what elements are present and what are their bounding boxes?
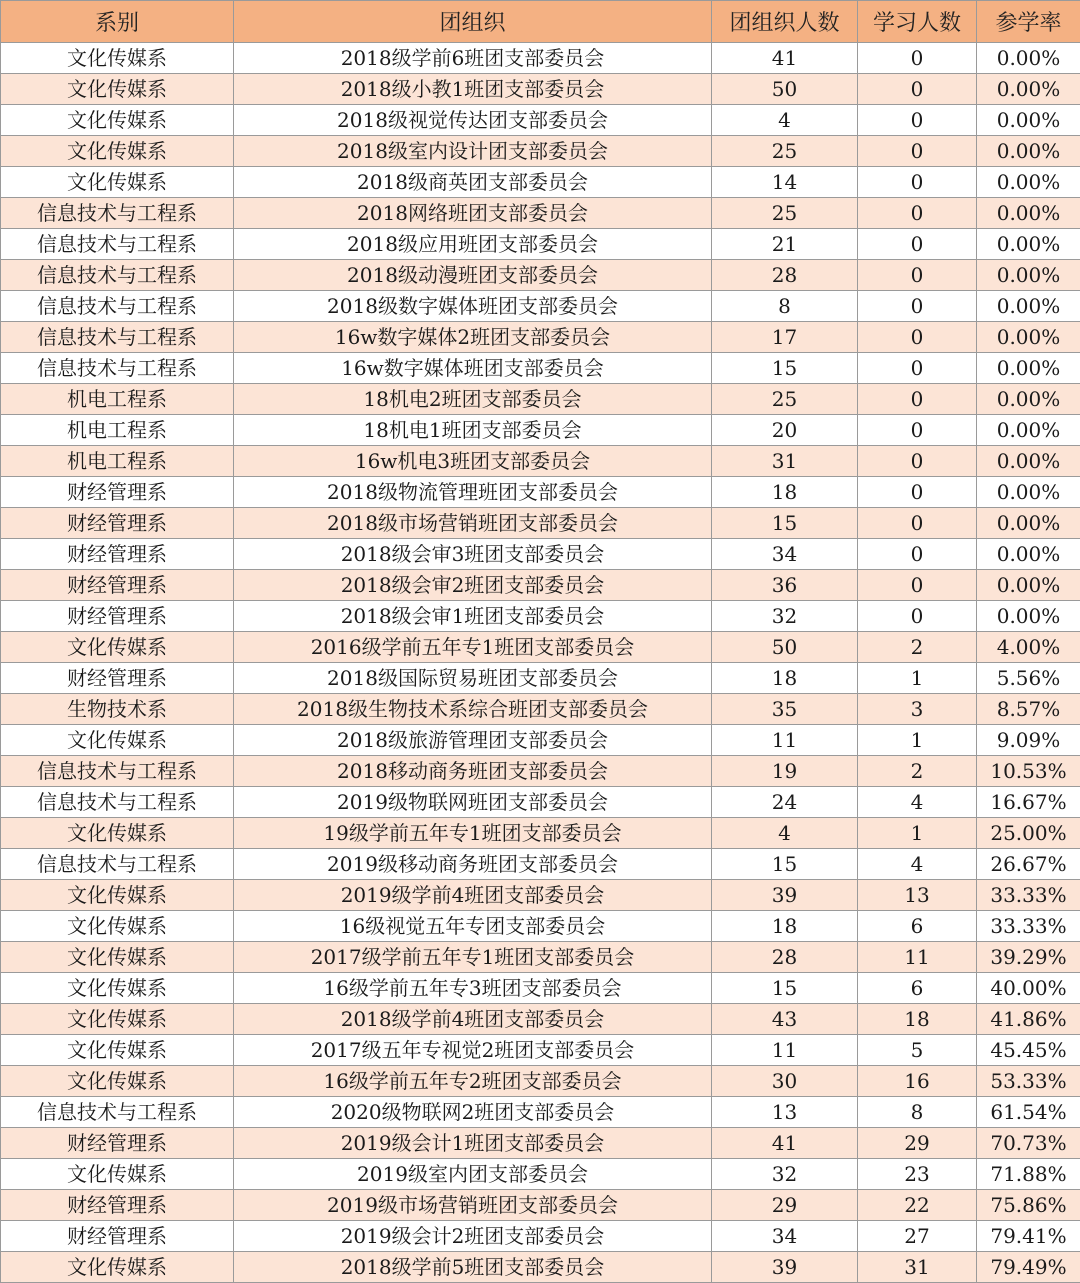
department-cell: 财经管理系 (1, 477, 234, 508)
table-row (1, 601, 1080, 632)
department-cell: 财经管理系 (1, 539, 234, 570)
table-row (1, 570, 1080, 601)
member-count-cell: 11 (712, 1035, 858, 1066)
organization-cell: 2018级学前5班团支部委员会 (234, 1252, 712, 1283)
participation-rate-cell: 61.54% (977, 1097, 1080, 1128)
participation-rate-cell: 40.00% (977, 973, 1080, 1004)
learner-count-cell: 6 (858, 911, 977, 942)
learner-count-cell: 6 (858, 973, 977, 1004)
participation-rate-cell: 0.00% (977, 508, 1080, 539)
participation-rate-cell: 71.88% (977, 1159, 1080, 1190)
learner-count-cell: 23 (858, 1159, 977, 1190)
learner-count-cell: 0 (858, 322, 977, 353)
organization-cell: 2018级小教1班团支部委员会 (234, 74, 712, 105)
organization-cell: 2018级市场营销班团支部委员会 (234, 508, 712, 539)
column-header-member-count: 团组织人数 (712, 1, 858, 43)
member-count-cell: 29 (712, 1190, 858, 1221)
department-cell: 文化传媒系 (1, 725, 234, 756)
organization-cell: 16级视觉五年专团支部委员会 (234, 911, 712, 942)
table-body (1, 43, 1080, 1283)
department-cell: 财经管理系 (1, 508, 234, 539)
participation-rate-cell: 0.00% (977, 291, 1080, 322)
department-cell: 文化传媒系 (1, 911, 234, 942)
learner-count-cell: 31 (858, 1252, 977, 1283)
department-cell: 文化传媒系 (1, 43, 234, 74)
member-count-cell: 15 (712, 508, 858, 539)
organization-cell: 2019级物联网班团支部委员会 (234, 787, 712, 818)
participation-rate-cell: 0.00% (977, 570, 1080, 601)
learner-count-cell: 8 (858, 1097, 977, 1128)
department-cell: 文化传媒系 (1, 942, 234, 973)
organization-cell: 2016级学前五年专1班团支部委员会 (234, 632, 712, 663)
organization-cell: 2018级旅游管理团支部委员会 (234, 725, 712, 756)
department-cell: 信息技术与工程系 (1, 756, 234, 787)
table-row (1, 322, 1080, 353)
participation-rate-cell: 0.00% (977, 322, 1080, 353)
learner-count-cell: 22 (858, 1190, 977, 1221)
learner-count-cell: 3 (858, 694, 977, 725)
table-row (1, 105, 1080, 136)
learner-count-cell: 0 (858, 415, 977, 446)
learner-count-cell: 27 (858, 1221, 977, 1252)
organization-cell: 2018级数字媒体班团支部委员会 (234, 291, 712, 322)
learner-count-cell: 1 (858, 818, 977, 849)
table-row (1, 74, 1080, 105)
member-count-cell: 14 (712, 167, 858, 198)
department-cell: 文化传媒系 (1, 818, 234, 849)
department-cell: 财经管理系 (1, 570, 234, 601)
table-row (1, 539, 1080, 570)
organization-cell: 2017级学前五年专1班团支部委员会 (234, 942, 712, 973)
member-count-cell: 39 (712, 880, 858, 911)
table-row (1, 415, 1080, 446)
participation-rate-cell: 8.57% (977, 694, 1080, 725)
department-cell: 文化传媒系 (1, 167, 234, 198)
column-header-learner-count: 学习人数 (858, 1, 977, 43)
organization-cell: 18机电1班团支部委员会 (234, 415, 712, 446)
department-cell: 信息技术与工程系 (1, 291, 234, 322)
participation-rate-cell: 0.00% (977, 477, 1080, 508)
participation-rate-cell: 0.00% (977, 353, 1080, 384)
department-cell: 文化传媒系 (1, 973, 234, 1004)
organization-cell: 2018级会审3班团支部委员会 (234, 539, 712, 570)
table-row (1, 477, 1080, 508)
participation-rate-cell: 33.33% (977, 911, 1080, 942)
learner-count-cell: 0 (858, 74, 977, 105)
table-row (1, 694, 1080, 725)
organization-cell: 16级学前五年专2班团支部委员会 (234, 1066, 712, 1097)
learner-count-cell: 0 (858, 384, 977, 415)
member-count-cell: 32 (712, 601, 858, 632)
column-header-participation-rate: 参学率 (977, 1, 1080, 43)
participation-rate-cell: 39.29% (977, 942, 1080, 973)
table-row (1, 353, 1080, 384)
table-row (1, 1128, 1080, 1159)
organization-cell: 19级学前五年专1班团支部委员会 (234, 818, 712, 849)
department-cell: 财经管理系 (1, 1190, 234, 1221)
table-row (1, 849, 1080, 880)
department-cell: 文化传媒系 (1, 632, 234, 663)
member-count-cell: 28 (712, 942, 858, 973)
department-cell: 信息技术与工程系 (1, 198, 234, 229)
department-cell: 财经管理系 (1, 663, 234, 694)
table-row (1, 818, 1080, 849)
member-count-cell: 30 (712, 1066, 858, 1097)
organization-cell: 2018级室内设计团支部委员会 (234, 136, 712, 167)
table-row (1, 1159, 1080, 1190)
participation-rate-cell: 79.41% (977, 1221, 1080, 1252)
participation-rate-cell: 45.45% (977, 1035, 1080, 1066)
learner-count-cell: 0 (858, 167, 977, 198)
organization-cell: 2018级商英团支部委员会 (234, 167, 712, 198)
member-count-cell: 20 (712, 415, 858, 446)
organization-cell: 2020级物联网2班团支部委员会 (234, 1097, 712, 1128)
member-count-cell: 41 (712, 1128, 858, 1159)
organization-cell: 2018移动商务班团支部委员会 (234, 756, 712, 787)
learner-count-cell: 0 (858, 477, 977, 508)
department-cell: 文化传媒系 (1, 880, 234, 911)
department-cell: 财经管理系 (1, 1128, 234, 1159)
member-count-cell: 28 (712, 260, 858, 291)
member-count-cell: 25 (712, 198, 858, 229)
department-cell: 文化传媒系 (1, 1066, 234, 1097)
organization-cell: 16w机电3班团支部委员会 (234, 446, 712, 477)
organization-cell: 2019级室内团支部委员会 (234, 1159, 712, 1190)
table-row (1, 1252, 1080, 1283)
learner-count-cell: 11 (858, 942, 977, 973)
table-row (1, 911, 1080, 942)
table-row (1, 880, 1080, 911)
organization-cell: 2018级会审1班团支部委员会 (234, 601, 712, 632)
table-row (1, 942, 1080, 973)
department-cell: 信息技术与工程系 (1, 353, 234, 384)
member-count-cell: 4 (712, 105, 858, 136)
member-count-cell: 32 (712, 1159, 858, 1190)
participation-rate-cell: 0.00% (977, 539, 1080, 570)
table-row (1, 446, 1080, 477)
organization-cell: 16w数字媒体2班团支部委员会 (234, 322, 712, 353)
member-count-cell: 50 (712, 632, 858, 663)
organization-cell: 2018级生物技术系综合班团支部委员会 (234, 694, 712, 725)
table-row (1, 1221, 1080, 1252)
department-cell: 文化传媒系 (1, 1004, 234, 1035)
department-cell: 文化传媒系 (1, 1159, 234, 1190)
organization-cell: 2019级会计1班团支部委员会 (234, 1128, 712, 1159)
table-row (1, 1035, 1080, 1066)
participation-rate-cell: 0.00% (977, 446, 1080, 477)
participation-rate-cell: 0.00% (977, 136, 1080, 167)
department-cell: 信息技术与工程系 (1, 849, 234, 880)
member-count-cell: 43 (712, 1004, 858, 1035)
participation-rate-cell: 26.67% (977, 849, 1080, 880)
table-row (1, 787, 1080, 818)
learner-count-cell: 0 (858, 601, 977, 632)
learner-count-cell: 0 (858, 43, 977, 74)
participation-rate-cell: 0.00% (977, 43, 1080, 74)
organization-cell: 2017级五年专视觉2班团支部委员会 (234, 1035, 712, 1066)
member-count-cell: 36 (712, 570, 858, 601)
table-row (1, 632, 1080, 663)
member-count-cell: 34 (712, 539, 858, 570)
learner-count-cell: 0 (858, 291, 977, 322)
participation-rate-cell: 9.09% (977, 725, 1080, 756)
organization-cell: 2019级市场营销班团支部委员会 (234, 1190, 712, 1221)
department-cell: 信息技术与工程系 (1, 322, 234, 353)
table-row (1, 973, 1080, 1004)
table-header (1, 1, 1080, 43)
table-row (1, 167, 1080, 198)
header-row (1, 1, 1080, 43)
department-cell: 文化传媒系 (1, 1252, 234, 1283)
department-cell: 文化传媒系 (1, 74, 234, 105)
learner-count-cell: 0 (858, 508, 977, 539)
member-count-cell: 31 (712, 446, 858, 477)
learner-count-cell: 0 (858, 353, 977, 384)
member-count-cell: 19 (712, 756, 858, 787)
learner-count-cell: 0 (858, 539, 977, 570)
table-row (1, 291, 1080, 322)
organization-cell: 2018级会审2班团支部委员会 (234, 570, 712, 601)
learner-count-cell: 4 (858, 849, 977, 880)
department-cell: 信息技术与工程系 (1, 229, 234, 260)
table-row (1, 1004, 1080, 1035)
learner-count-cell: 0 (858, 570, 977, 601)
department-cell: 信息技术与工程系 (1, 1097, 234, 1128)
learner-count-cell: 13 (858, 880, 977, 911)
participation-rate-cell: 16.67% (977, 787, 1080, 818)
table-row (1, 198, 1080, 229)
organization-cell: 2019级学前4班团支部委员会 (234, 880, 712, 911)
learner-count-cell: 1 (858, 663, 977, 694)
learner-count-cell: 2 (858, 756, 977, 787)
learner-count-cell: 2 (858, 632, 977, 663)
table-row (1, 1097, 1080, 1128)
organization-cell: 16w数字媒体班团支部委员会 (234, 353, 712, 384)
participation-rate-cell: 70.73% (977, 1128, 1080, 1159)
department-cell: 文化传媒系 (1, 1035, 234, 1066)
organization-cell: 2019级会计2班团支部委员会 (234, 1221, 712, 1252)
participation-rate-cell: 0.00% (977, 260, 1080, 291)
organization-cell: 2018级物流管理班团支部委员会 (234, 477, 712, 508)
table-row (1, 136, 1080, 167)
participation-rate-cell: 0.00% (977, 415, 1080, 446)
member-count-cell: 24 (712, 787, 858, 818)
member-count-cell: 18 (712, 911, 858, 942)
organization-cell: 2018网络班团支部委员会 (234, 198, 712, 229)
table-row (1, 384, 1080, 415)
participation-rate-cell: 0.00% (977, 384, 1080, 415)
organization-cell: 2018级国际贸易班团支部委员会 (234, 663, 712, 694)
learner-count-cell: 0 (858, 105, 977, 136)
table-row (1, 43, 1080, 74)
department-cell: 文化传媒系 (1, 136, 234, 167)
organization-cell: 2018级学前4班团支部委员会 (234, 1004, 712, 1035)
learner-count-cell: 0 (858, 260, 977, 291)
participation-rate-cell: 41.86% (977, 1004, 1080, 1035)
member-count-cell: 13 (712, 1097, 858, 1128)
table-row (1, 1190, 1080, 1221)
member-count-cell: 4 (712, 818, 858, 849)
participation-rate-cell: 33.33% (977, 880, 1080, 911)
learner-count-cell: 16 (858, 1066, 977, 1097)
member-count-cell: 50 (712, 74, 858, 105)
participation-rate-cell: 53.33% (977, 1066, 1080, 1097)
learner-count-cell: 0 (858, 229, 977, 260)
table-row (1, 508, 1080, 539)
learner-count-cell: 18 (858, 1004, 977, 1035)
participation-rate-cell: 0.00% (977, 105, 1080, 136)
organization-cell: 18机电2班团支部委员会 (234, 384, 712, 415)
organization-cell: 2018级应用班团支部委员会 (234, 229, 712, 260)
column-header-organization: 团组织 (234, 1, 712, 43)
participation-rate-cell: 0.00% (977, 601, 1080, 632)
participation-rate-cell: 5.56% (977, 663, 1080, 694)
table-row (1, 756, 1080, 787)
member-count-cell: 35 (712, 694, 858, 725)
table-row (1, 229, 1080, 260)
organization-cell: 2018级视觉传达团支部委员会 (234, 105, 712, 136)
member-count-cell: 8 (712, 291, 858, 322)
learner-count-cell: 29 (858, 1128, 977, 1159)
department-cell: 文化传媒系 (1, 105, 234, 136)
participation-rate-cell: 0.00% (977, 74, 1080, 105)
organization-cell: 2018级动漫班团支部委员会 (234, 260, 712, 291)
member-count-cell: 25 (712, 384, 858, 415)
participation-rate-cell: 79.49% (977, 1252, 1080, 1283)
member-count-cell: 34 (712, 1221, 858, 1252)
table-row (1, 260, 1080, 291)
member-count-cell: 18 (712, 663, 858, 694)
participation-rate-cell: 0.00% (977, 229, 1080, 260)
member-count-cell: 15 (712, 353, 858, 384)
member-count-cell: 15 (712, 849, 858, 880)
organization-cell: 2018级学前6班团支部委员会 (234, 43, 712, 74)
department-cell: 机电工程系 (1, 384, 234, 415)
learner-count-cell: 0 (858, 136, 977, 167)
learner-count-cell: 1 (858, 725, 977, 756)
table-row (1, 663, 1080, 694)
participation-rate-cell: 0.00% (977, 198, 1080, 229)
department-cell: 财经管理系 (1, 1221, 234, 1252)
learner-count-cell: 0 (858, 198, 977, 229)
learner-count-cell: 0 (858, 446, 977, 477)
member-count-cell: 39 (712, 1252, 858, 1283)
member-count-cell: 15 (712, 973, 858, 1004)
member-count-cell: 41 (712, 43, 858, 74)
member-count-cell: 18 (712, 477, 858, 508)
participation-rate-cell: 25.00% (977, 818, 1080, 849)
member-count-cell: 21 (712, 229, 858, 260)
learner-count-cell: 5 (858, 1035, 977, 1066)
table-row (1, 1066, 1080, 1097)
table-row (1, 725, 1080, 756)
learner-count-cell: 4 (858, 787, 977, 818)
member-count-cell: 25 (712, 136, 858, 167)
member-count-cell: 11 (712, 725, 858, 756)
department-cell: 生物技术系 (1, 694, 234, 725)
organization-cell: 16级学前五年专3班团支部委员会 (234, 973, 712, 1004)
department-cell: 机电工程系 (1, 446, 234, 477)
column-header-department: 系别 (1, 1, 234, 43)
participation-rate-cell: 4.00% (977, 632, 1080, 663)
member-count-cell: 17 (712, 322, 858, 353)
participation-rate-cell: 0.00% (977, 167, 1080, 198)
participation-rate-cell: 75.86% (977, 1190, 1080, 1221)
organization-cell: 2019级移动商务班团支部委员会 (234, 849, 712, 880)
participation-rate-cell: 10.53% (977, 756, 1080, 787)
department-cell: 机电工程系 (1, 415, 234, 446)
department-cell: 信息技术与工程系 (1, 260, 234, 291)
department-cell: 财经管理系 (1, 601, 234, 632)
department-cell: 信息技术与工程系 (1, 787, 234, 818)
